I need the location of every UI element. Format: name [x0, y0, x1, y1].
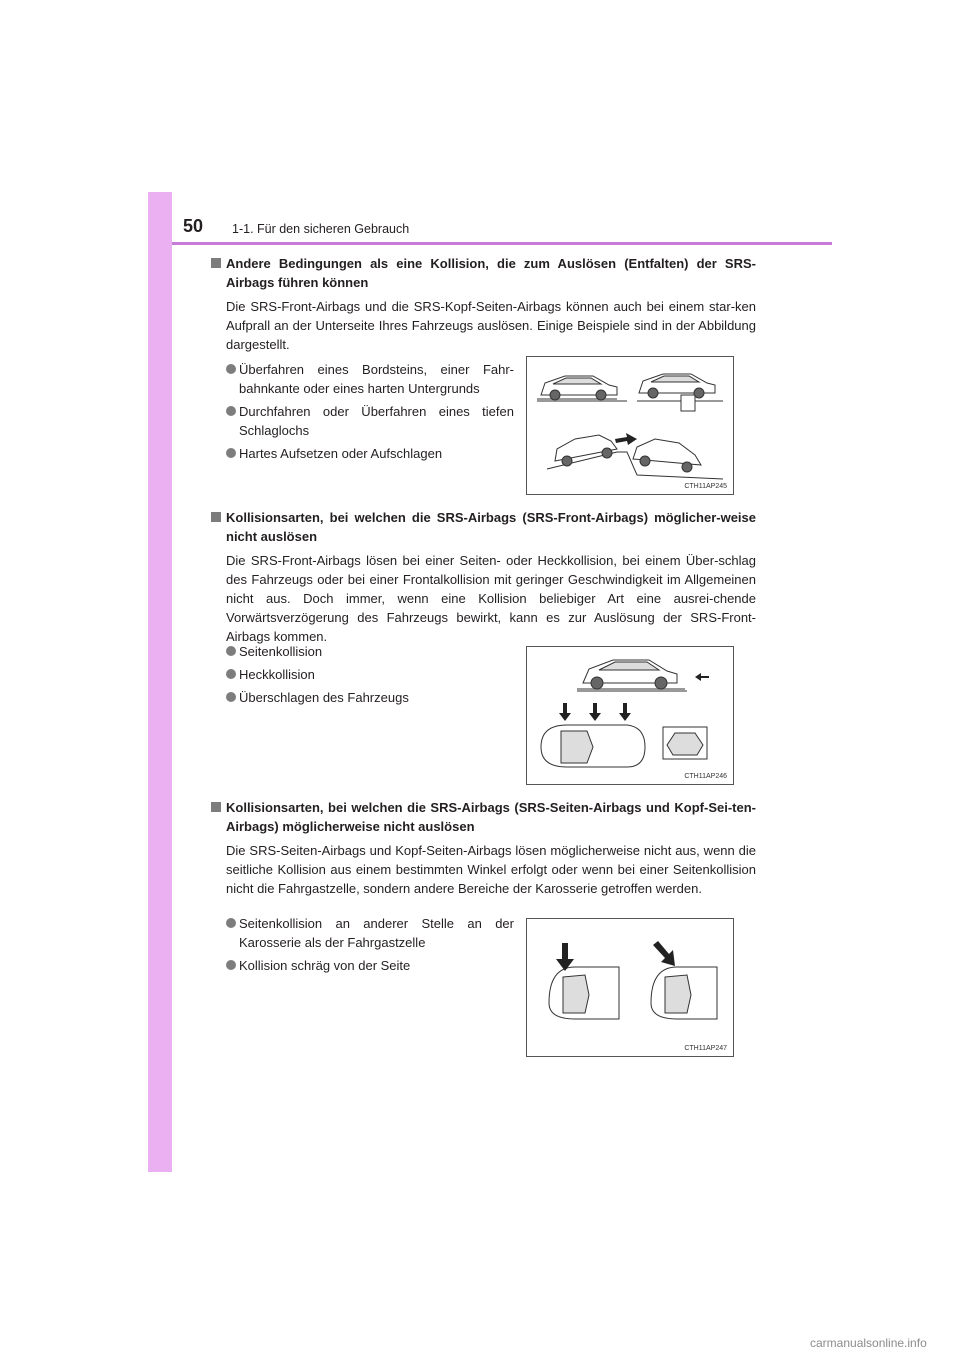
section-heading [211, 254, 756, 292]
round-bullet-icon [226, 669, 236, 679]
list-item: Kollision schräg von der Seite [226, 956, 514, 975]
list-item: Überfahren eines Bordsteins, einer Fahr-bahnkante oder eines harten Untergrunds [226, 360, 514, 398]
heading-text: Andere Bedingungen als eine Kollision, die zum Auslösen (Entfalten) der SRS-Airbags führen können [226, 256, 756, 290]
section-heading [211, 798, 756, 836]
collision-types-illustration [527, 647, 733, 784]
round-bullet-icon [226, 960, 236, 970]
list-item: Seitenkollision [226, 642, 514, 661]
heading-text: Kollisionsarten, bei welchen die SRS-Airbags (SRS-Seiten-Airbags und Kopf-Sei-ten-Airbags) möglicherweise nicht auslösen [226, 800, 756, 834]
bullet-list [226, 642, 514, 711]
round-bullet-icon [226, 448, 236, 458]
round-bullet-icon [226, 646, 236, 656]
section-paragraph: Die SRS-Front-Airbags lösen bei einer Seiten- oder Heckkollision, bei einem Über-schlag des Fahrzeugs oder bei einer Frontalkollision mit geringer Geschwindigkeit im Allgemeinen nicht aus. Doch immer, wenn eine Kollision beliebiger Art eine ausrei-chende Vorwärtsverzögerung des Fahrzeugs bewirkt, kann es zur Auslösung der SRS-Front-Airbags kommen. [226, 553, 756, 644]
square-bullet-icon [211, 512, 221, 522]
round-bullet-icon [226, 364, 236, 374]
square-bullet-icon [211, 258, 221, 268]
heading-text: Kollisionsarten, bei welchen die SRS-Airbags (SRS-Front-Airbags) möglicher-weise nicht auslösen [226, 510, 756, 544]
header-rule [172, 242, 832, 245]
list-item: Hartes Aufsetzen oder Aufschlagen [226, 444, 514, 463]
chapter-sidebar-tab [148, 192, 172, 1172]
section-paragraph: Die SRS-Seiten-Airbags und Kopf-Seiten-Airbags lösen möglicherweise nicht aus, wenn die seitliche Kollision aus einem bestimmten Winkel erfolgt oder wenn bei einer Seitenkollision nicht die Fahrgastzelle, sondern andere Bereiche der Karosserie getroffen werden. [226, 843, 756, 896]
list-item: Seitenkollision an anderer Stelle an der Karosserie als der Fahrgastzelle [226, 914, 514, 952]
section-side-airbag-no-deploy [211, 798, 756, 898]
bullet-list [226, 360, 514, 467]
car-underbody-illustration [527, 357, 733, 494]
side-collision-illustration [527, 919, 733, 1056]
figure-side-collisions [526, 918, 734, 1057]
list-item: Durchfahren oder Überfahren eines tiefen Schlaglochs [226, 402, 514, 440]
list-item: Überschlagen des Fahrzeugs [226, 688, 514, 707]
square-bullet-icon [211, 802, 221, 812]
figure-front-airbag-collisions [526, 646, 734, 785]
figure-code: CTH11AP246 [684, 773, 727, 780]
figure-underbody-impacts [526, 356, 734, 495]
chapter-title: 1-1. Für den sicheren Gebrauch [232, 222, 410, 236]
figure-code: CTH11AP245 [684, 483, 727, 490]
section-paragraph: Die SRS-Front-Airbags und die SRS-Kopf-Seiten-Airbags können auch bei einem star-ken Aufprall an der Unterseite Ihres Fahrzeugs auslösen. Einige Beispiele sind in der Abbildung dargestellt. [226, 299, 756, 352]
list-item: Heckkollision [226, 665, 514, 684]
section-front-airbag-no-deploy [211, 508, 756, 646]
round-bullet-icon [226, 406, 236, 416]
page-number: 50 [183, 216, 204, 236]
section-heading [211, 508, 756, 546]
round-bullet-icon [226, 918, 236, 928]
round-bullet-icon [226, 692, 236, 702]
figure-code: CTH11AP247 [684, 1045, 727, 1052]
bullet-list [226, 914, 514, 979]
watermark-text: carmanualsonline.info [810, 1336, 927, 1350]
section-underbody-impact [211, 254, 756, 354]
